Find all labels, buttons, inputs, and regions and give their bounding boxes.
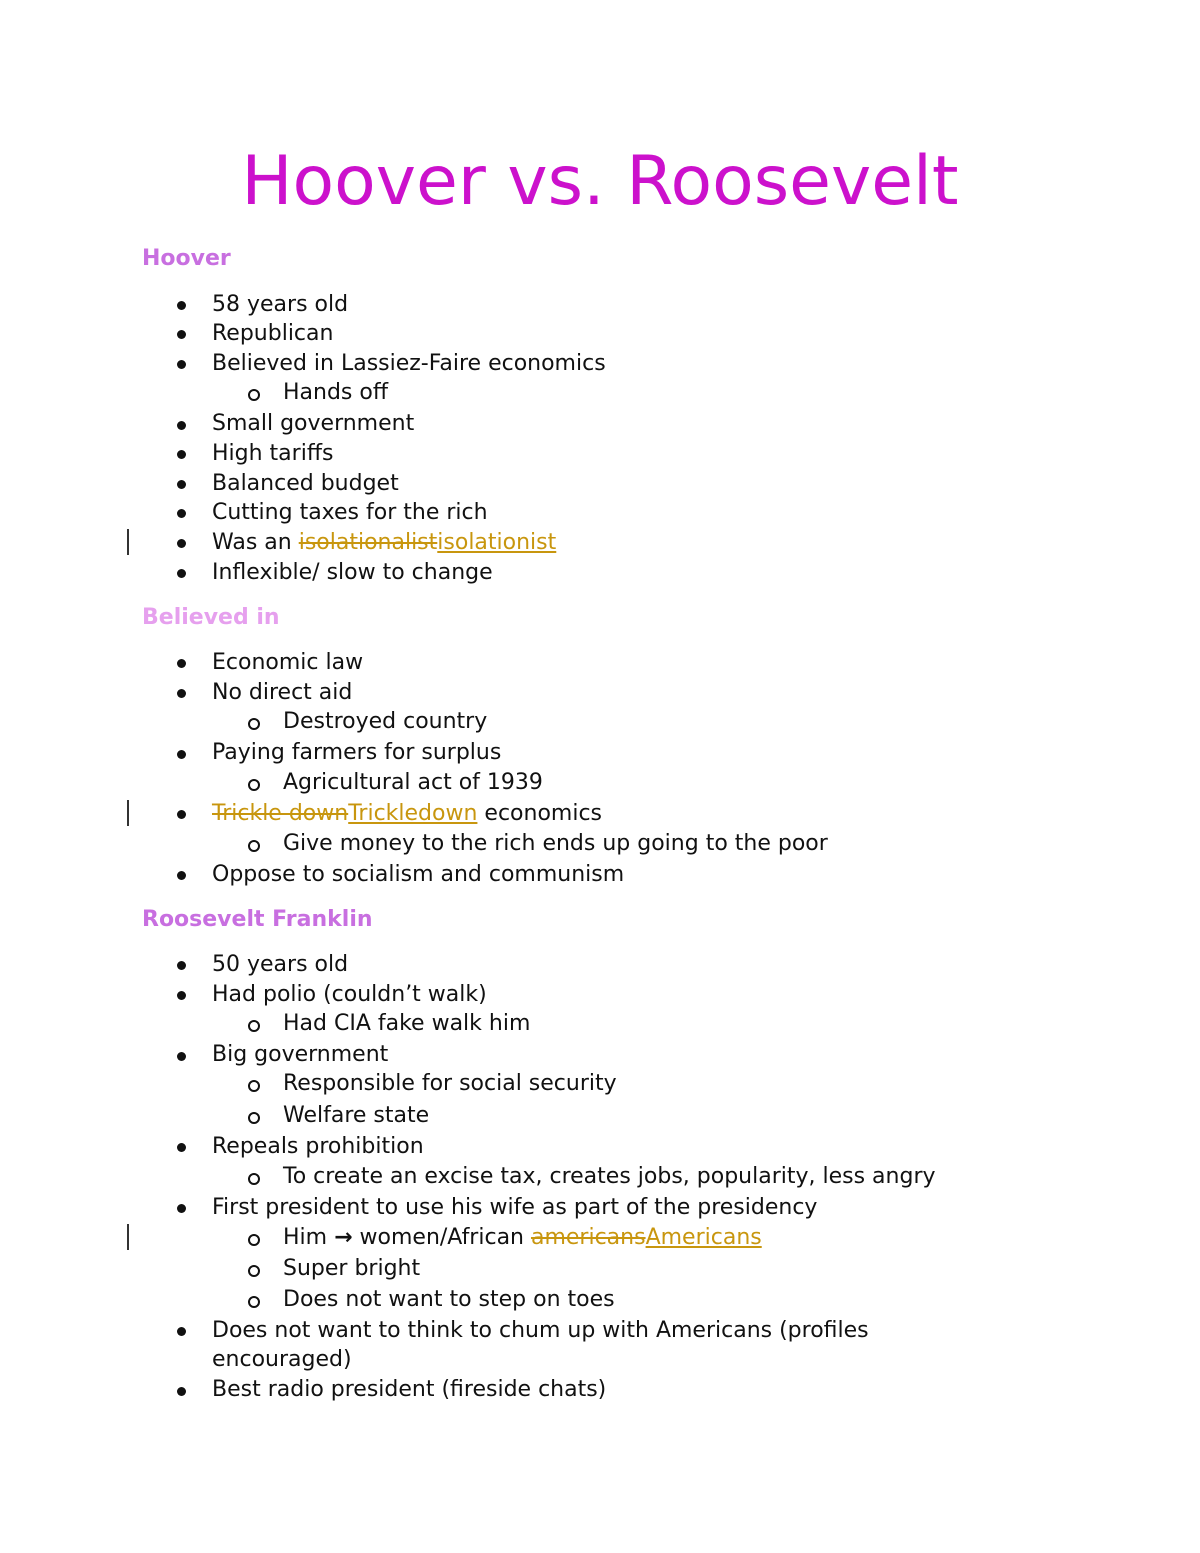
list-item: Welfare state (283, 1103, 430, 1128)
bullet-icon (177, 1204, 186, 1213)
sub-bullet-icon (248, 1265, 260, 1277)
list-item: Balanced budget (212, 471, 399, 496)
list-item: Economic law (212, 650, 364, 675)
list-item: No direct aid (212, 680, 353, 705)
list-item: Had CIA fake walk him (283, 1011, 531, 1036)
item-suffix: economics (477, 801, 603, 826)
list-item: Give money to the rich ends up going to the poor (283, 831, 828, 856)
list-item-revision (212, 529, 556, 557)
list-item: To create an excise tax, creates jobs, popularity, less angry (283, 1164, 936, 1189)
deleted-text: Trickle down (212, 801, 349, 826)
bullet-icon (177, 1143, 186, 1152)
change-bar (127, 800, 129, 826)
item-middle: women/African (352, 1225, 531, 1250)
list-item: Paying farmers for surplus (212, 740, 502, 765)
arrow-right-icon: → (334, 1225, 353, 1250)
list-item: Big government (212, 1042, 389, 1067)
list-item: Does not want to step on toes (283, 1287, 615, 1312)
list-item: Agricultural act of 1939 (283, 770, 543, 795)
bullet-icon (177, 1387, 186, 1396)
section-heading-hoover: Hoover (142, 246, 231, 271)
bullet-icon (177, 1327, 186, 1336)
inserted-text: isolationist (437, 530, 557, 555)
sub-bullet-icon (248, 1296, 260, 1308)
section-heading-roosevelt: Roosevelt Franklin (142, 907, 373, 932)
list-item-revision (283, 1224, 762, 1252)
list-item: 50 years old (212, 952, 349, 977)
page-title: Hoover vs. Roosevelt (241, 142, 959, 221)
inserted-text: Americans (645, 1225, 762, 1250)
deleted-text: isolationalist (298, 530, 438, 555)
sub-bullet-icon (248, 718, 260, 730)
bullet-icon (177, 509, 186, 518)
bullet-icon (177, 689, 186, 698)
bullet-icon (177, 961, 186, 970)
list-item: First president to use his wife as part of the presidency (212, 1195, 818, 1220)
bullet-icon (177, 750, 186, 759)
change-bar (127, 529, 129, 555)
list-item: Oppose to socialism and communism (212, 862, 625, 887)
sub-bullet-icon (248, 389, 260, 401)
list-item: Inflexible/ slow to change (212, 560, 493, 585)
sub-bullet-icon (248, 779, 260, 791)
sub-bullet-icon (248, 1080, 260, 1092)
list-item: 58 years old (212, 292, 349, 317)
section-heading-believed: Believed in (142, 605, 280, 630)
bullet-icon (177, 301, 186, 310)
sub-bullet-icon (248, 1234, 260, 1246)
list-item-continuation: encouraged) (212, 1347, 352, 1372)
bullet-icon (177, 480, 186, 489)
list-item: Republican (212, 321, 334, 346)
list-item: High tariffs (212, 441, 334, 466)
item-prefix: Was an (212, 530, 299, 555)
bullet-icon (177, 810, 186, 819)
bullet-icon (177, 360, 186, 369)
bullet-icon (177, 539, 186, 548)
list-item: Super bright (283, 1256, 421, 1281)
list-item: Hands off (283, 380, 389, 405)
list-item: Responsible for social security (283, 1071, 617, 1096)
bullet-icon (177, 991, 186, 1000)
bullet-icon (177, 450, 186, 459)
bullet-icon (177, 659, 186, 668)
list-item: Repeals prohibition (212, 1134, 424, 1159)
list-item: Small government (212, 411, 415, 436)
item-prefix: Him (283, 1225, 335, 1250)
bullet-icon (177, 421, 186, 430)
list-item: Destroyed country (283, 709, 488, 734)
deleted-text: americans (530, 1225, 646, 1250)
bullet-icon (177, 569, 186, 578)
bullet-icon (177, 330, 186, 339)
list-item-revision (212, 800, 602, 828)
sub-bullet-icon (248, 1112, 260, 1124)
sub-bullet-icon (248, 1020, 260, 1032)
list-item: Had polio (couldn’t walk) (212, 982, 487, 1007)
bullet-icon (177, 1052, 186, 1061)
list-item: Cutting taxes for the rich (212, 500, 488, 525)
inserted-text: Trickledown (348, 801, 478, 826)
change-bar (127, 1224, 129, 1250)
sub-bullet-icon (248, 840, 260, 852)
list-item: Best radio president (fireside chats) (212, 1377, 607, 1402)
list-item: Does not want to think to chum up with Americans (profiles (212, 1318, 869, 1343)
sub-bullet-icon (248, 1173, 260, 1185)
bullet-icon (177, 871, 186, 880)
list-item: Believed in Lassiez-Faire economics (212, 351, 606, 376)
